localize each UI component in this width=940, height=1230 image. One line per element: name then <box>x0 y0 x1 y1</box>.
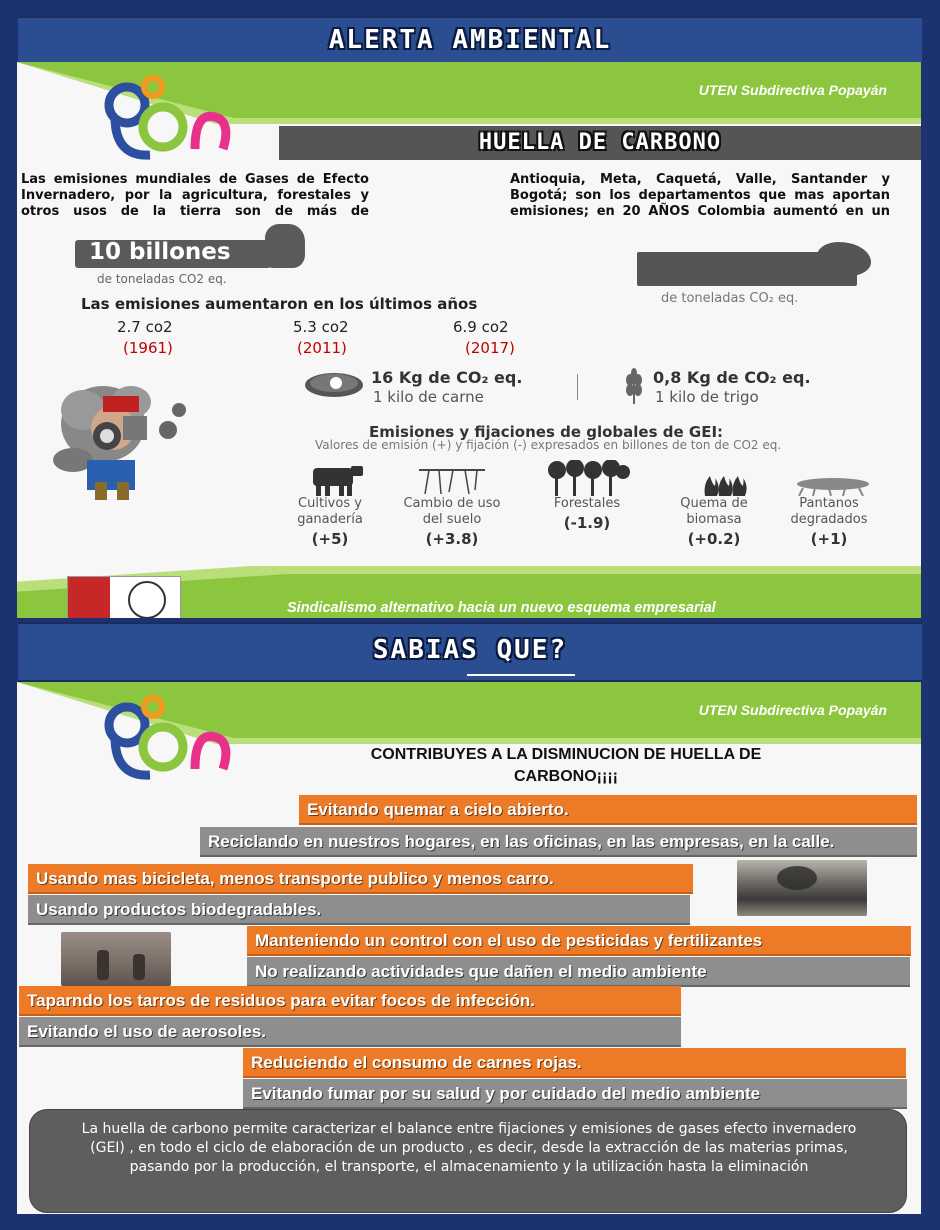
summary-text: La huella de carbono permite caracterizar el balance entre fijaciones y emisiones de gases efecto invernadero (GEI) , en todo el ciclo de elaboración de un producto , es decir, desde la extracción de las materias primas, pasando por la producción, el transporte, el almacenamiento y la utilización hasta la eliminación <box>81 1121 857 1175</box>
gei-subtitle: Valores de emisión (+) y fijación (-) expresados en billones de ton de CO2 eq. <box>315 438 782 452</box>
pollution-character-icon <box>43 372 193 502</box>
left-unit: de toneladas CO2 eq. <box>97 272 227 286</box>
wheat-icon <box>623 368 645 404</box>
tip-9: Reduciendo el consumo de carnes rojas. <box>243 1048 906 1078</box>
year-value-1: 2.7 co2 <box>117 318 173 336</box>
gei-label-2: Cambio de uso del suelo <box>403 496 501 527</box>
year-label-1: (1961) <box>123 339 173 357</box>
tree-roots-icon <box>419 466 485 496</box>
certification-logo <box>67 576 181 618</box>
cow-icon <box>307 462 367 496</box>
gei-title: Emisiones y fijaciones de globales de GEI: <box>369 423 724 441</box>
comparison-label-2: 1 kilo de trigo <box>655 388 759 406</box>
comparison-divider <box>577 374 578 400</box>
huella-panel <box>17 62 921 618</box>
org-label-2: UTEN Subdirectiva Popayán <box>698 702 887 718</box>
logo-icon <box>95 67 235 167</box>
tip-3: Usando mas bicicleta, menos transporte publico y menos carro. <box>28 864 693 894</box>
gei-value-2: (+3.8) <box>425 530 479 548</box>
gei-label-1: Cultivos y ganadería <box>297 496 363 527</box>
tip-5: Manteniendo un control con el uso de pesticidas y fertilizantes <box>247 926 911 956</box>
comparison-label-1: 1 kilo de carne <box>373 388 484 406</box>
year-label-3: (2017) <box>465 339 515 357</box>
comparison-value-2: 0,8 Kg de CO₂ eq. <box>653 368 811 387</box>
footer-slogan: Sindicalismo alternativo hacia un nuevo esquema empresarial <box>287 600 716 616</box>
sabias-panel <box>17 682 921 1214</box>
gei-label-5: Pantanos degradados <box>790 496 868 527</box>
banner-sabias-que: SABIAS QUE? <box>18 622 922 682</box>
gei-label-4: Quema de biomasa <box>680 496 748 527</box>
left-value: 10 billones <box>89 239 231 265</box>
gei-value-1: (+5) <box>311 530 349 548</box>
tip-10: Evitando fumar por su salud y por cuidado del medio ambiente <box>243 1079 907 1109</box>
swamp-icon <box>795 474 871 496</box>
tip-4: Usando productos biodegradables. <box>28 895 690 925</box>
right-unit: de toneladas CO₂ eq. <box>661 291 799 306</box>
huella-title: HUELLA DE CARBONO <box>279 126 921 160</box>
huella-left-text: Las emisiones mundiales de Gases de Efecto Invernadero, por la agricultura, forestales y otros usos de la tierra son de más de <box>21 172 369 219</box>
sabias-heading: CONTRIBUYES A LA DISMINUCION DE HUELLA DE CARBONO¡¡¡¡ <box>370 746 762 785</box>
fire-icon <box>701 474 747 496</box>
tip-6: No realizando actividades que dañen el medio ambiente <box>247 957 910 987</box>
comparison-value-1: 16 Kg de CO₂ eq. <box>371 368 523 387</box>
banner-underline <box>467 674 575 676</box>
increase-title: Las emisiones aumentaron en los últimos años <box>81 295 478 313</box>
forest-icon <box>545 460 631 496</box>
logo-icon <box>95 687 235 787</box>
gei-value-5: (+1) <box>810 530 848 548</box>
year-value-2: 5.3 co2 <box>293 318 349 336</box>
tip-7: Taparndo los tarros de residuos para evitar focos de infección. <box>19 986 681 1016</box>
meat-icon <box>303 370 365 398</box>
gei-value-4: (+0.2) <box>687 530 741 548</box>
year-value-3: 6.9 co2 <box>453 318 509 336</box>
huella-right-text: Antioquia, Meta, Caquetá, Valle, Santander y Bogotá; son los departamentos que mas aportan emisiones; en 20 AÑOS Colombia aumentó en un <box>510 172 890 219</box>
banner-alerta-ambiental: ALERTA AMBIENTAL <box>18 16 922 64</box>
tip-8: Evitando el uso de aerosoles. <box>19 1017 681 1047</box>
smog-photo <box>61 932 171 986</box>
gei-value-3: (-1.9) <box>563 514 611 532</box>
year-label-2: (2011) <box>297 339 347 357</box>
org-label: UTEN Subdirectiva Popayán <box>698 82 887 98</box>
burning-photo <box>737 860 867 916</box>
tip-2: Reciclando en nuestros hogares, en las oficinas, en las empresas, en la calle. <box>200 827 917 857</box>
tip-1: Evitando quemar a cielo abierto. <box>299 795 917 825</box>
gei-label-3: Forestales <box>553 496 621 511</box>
